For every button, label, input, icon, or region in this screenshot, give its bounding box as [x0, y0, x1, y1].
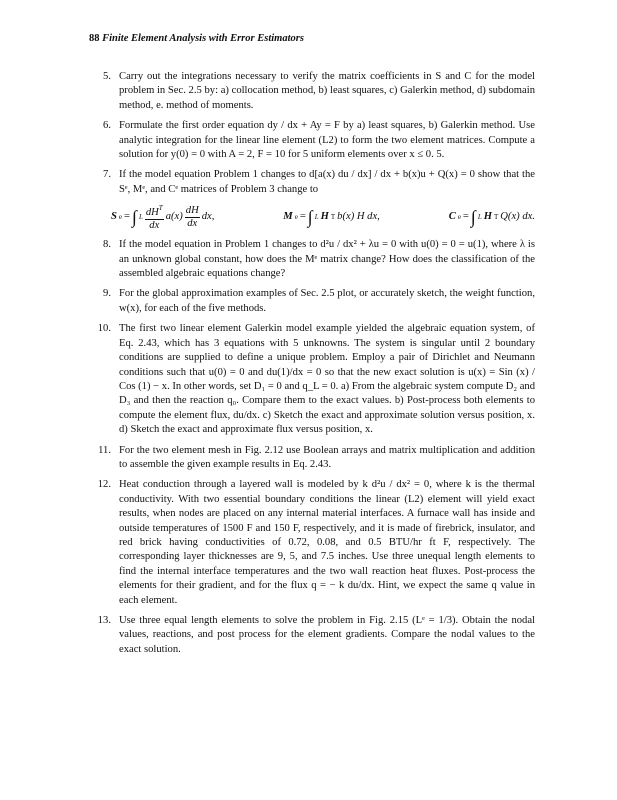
problem-text: For the global approximation examples of Sec. 2.5 plot, or accurately sketch, the weight function, w(x), for each of the five methods.	[119, 288, 535, 314]
problem-8	[89, 238, 535, 281]
h-symbol: H	[483, 211, 492, 223]
frac-denominator: dx	[149, 220, 160, 232]
m-body: b(x) H dx,	[337, 211, 380, 223]
integral-sign: ∫	[307, 207, 313, 228]
s-symbol: S	[111, 211, 117, 223]
problem-9	[89, 287, 535, 316]
problem-number: 9.	[103, 288, 111, 300]
problem-text: If the model equation Problem 1 changes to d[a(x) du / dx] / dx + b(x)u + Q(x) = 0 show that the Sᵉ, Mᵉ, and Cᵉ matrices of Problem 3 change to	[119, 169, 535, 195]
m-symbol: M	[283, 211, 293, 223]
h-symbol: H	[320, 211, 329, 223]
c-body: Q(x) dx.	[500, 211, 535, 223]
frac-denominator: dx	[187, 217, 198, 229]
domain-sub: L	[138, 213, 143, 222]
problem-number: 10.	[97, 323, 111, 335]
problem-text: Heat conduction through a layered wall is modeled by k d²u / dx² = 0, where k is the thermal conductivity. With two essential boundary conditions the linear (L2) element will yield exact results, when nodes are placed on any internal material interfaces. A furnace wall has inside and outside temperatures of 1500 F and 150 F, respectively, and it is made of firebrick, insulator, and red brick having conductivities of 0.72, 0.08, and 0.5 BTU/hr ft F, respectively. The corresponding layer thicknesses are 9, 5, and 7.5 inches. Use three unequal length elements to find the internal interface temperatures and the two wall reaction heat fluxes. Post-process the elements for their gradient, and for the flux q = − k du/dx. Hint, we expect the same q value in each element.	[119, 479, 535, 606]
frac-numerator: $dH^T$	[145, 204, 163, 219]
problem-text: The first two linear element Galerkin model example yielded the algebraic equation system, of Eq. 2.43, which has 3 equations with 5 unknowns. The system is singular until 2 boundary conditions are supplied to define a unique problem. Employ a pair of Dirichlet and Neumann conditions such that u(0) = 0 and du(1)/dx = 0 so that the new exact solution is u(x) = Sin (x) / Cos (1) − x. In other words, set D₁ = 0 and q_L = 0. a) From the algebraic system compute D₂ and D₃ and then the reaction q₀. Compare them to the exact values. b) Post-process both elements to compute the element flux, du/dx. c) Sketch the exact and approximate solution versus position, x. d) Sketch the exact and approximate flux versus position, x.	[119, 323, 535, 436]
dx-tail: dx,	[201, 211, 215, 223]
problem-text: If the model equation in Problem 1 changes to d²u / dx² + λu = 0 with u(0) = 0 = u(1), where λ is an unknown global constant, how does the Mᵉ matrix change? How does the classification of the assembled algebraic equations change?	[119, 239, 535, 280]
problem-11	[89, 444, 535, 473]
integral-sign: ∫	[470, 207, 476, 228]
problem-text: Use three equal length elements to solve the problem in Fig. 2.15 (Lᵉ = 1/3). Obtain the nodal values, reactions, and post process for the element gradients. Compare the nodal values to the exact solution.	[119, 615, 535, 655]
page-number: 88	[89, 33, 100, 44]
fraction-dH-dx	[185, 205, 200, 230]
problem-12	[89, 478, 535, 608]
problem-number: 12.	[97, 479, 111, 491]
problem-number: 6.	[103, 120, 111, 132]
problem-13	[89, 614, 535, 657]
problem-text: Formulate the first order equation dy / dx + Ay = F by a) least squares, b) Galerkin method. Use analytic integration for the linear line element (L2) to form the two element matrices. Compute a solution for y(0) = 0 with A = 2, F = 10 for 5 uniform elements over x ≤ 0. 5.	[119, 120, 535, 161]
problem-text: Carry out the integrations necessary to verify the matrix coefficients in S and C for the model problem in Sec. 2.5 by: a) collocation method, b) least squares, c) Galerkin method, d) subdomain method, e. method of moments.	[119, 71, 535, 111]
problem-5	[89, 70, 535, 113]
problem-7	[89, 168, 535, 232]
problem-text: For the two element mesh in Fig. 2.12 use Boolean arrays and matrix multiplication and addition to assemble the given example results in Eq. 2.43.	[119, 444, 535, 470]
problem-number: 8.	[103, 239, 111, 251]
c-matrix-formula: C e = ∫ L H T Q(x) dx.	[448, 207, 535, 228]
a-of-x: a(x)	[165, 211, 183, 223]
problem-number: 5.	[103, 71, 111, 82]
equals-sign: =	[124, 211, 130, 223]
running-header	[89, 33, 304, 44]
problem-number: 13.	[97, 615, 111, 626]
problem-number: 11.	[98, 444, 111, 456]
problem-number: 7.	[103, 169, 111, 181]
m-matrix-formula: M e = ∫ L H T b(x) H dx,	[283, 207, 380, 228]
problem-list	[89, 70, 535, 663]
c-symbol: C	[448, 211, 456, 223]
problem-6	[89, 119, 535, 162]
matrix-equation	[111, 202, 535, 232]
frac-numerator: dH	[185, 204, 199, 216]
integral-sign: ∫	[132, 207, 137, 228]
s-matrix-formula	[111, 202, 214, 232]
running-title: Finite Element Analysis with Error Estimators	[102, 33, 304, 44]
sup-e: e	[118, 213, 123, 222]
problem-10	[89, 322, 535, 437]
fraction-dHT-dx	[145, 202, 164, 232]
